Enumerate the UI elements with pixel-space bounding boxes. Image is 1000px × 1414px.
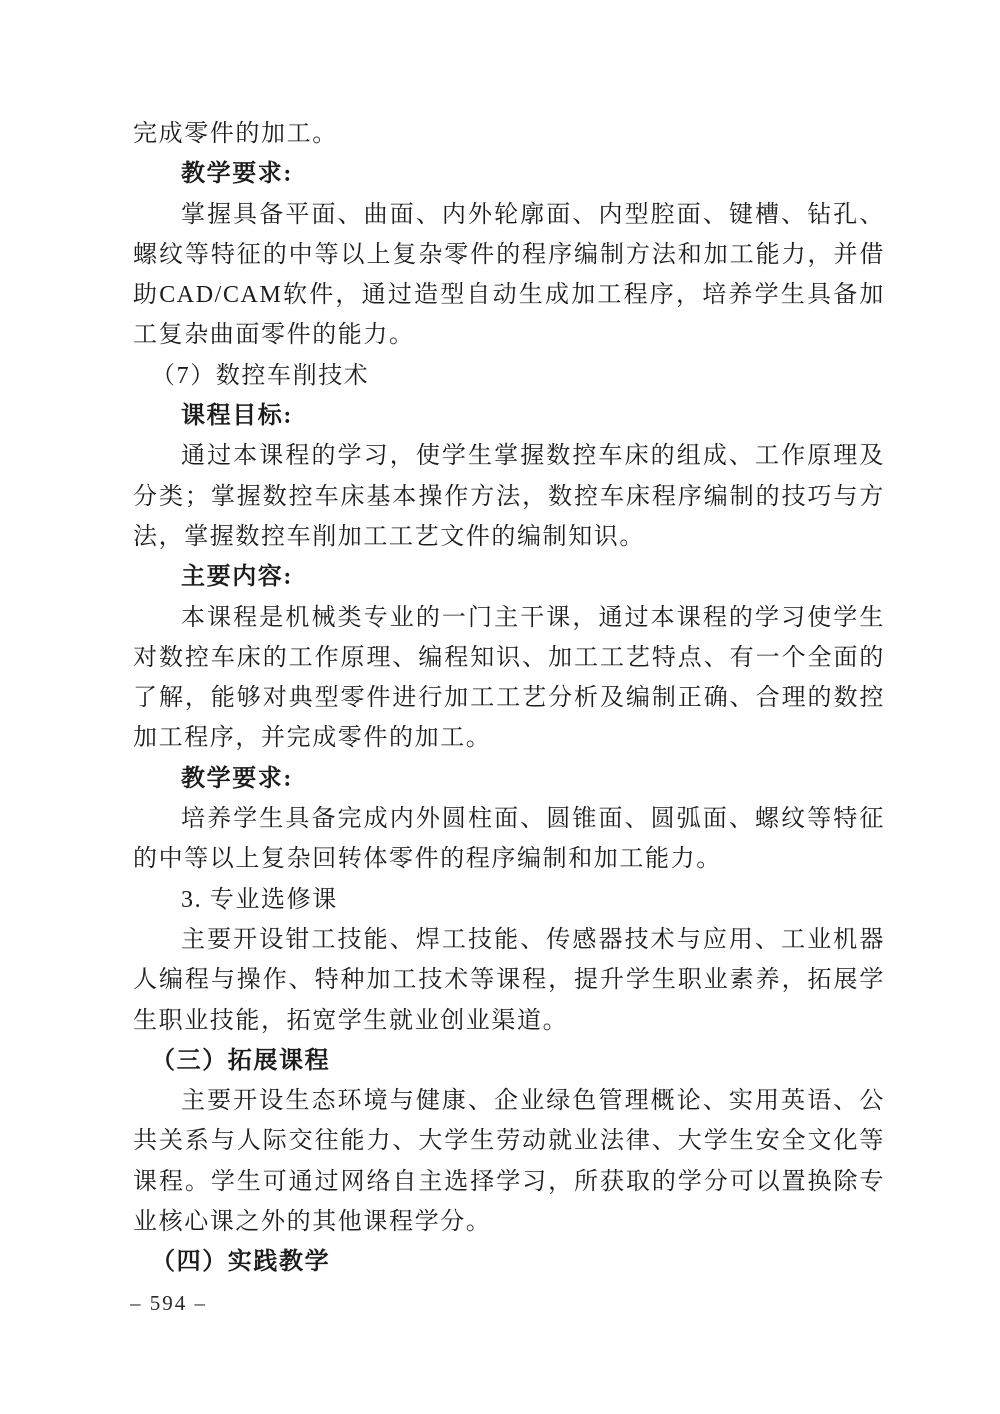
section-heading-teaching-requirements-2: 教学要求:: [181, 765, 293, 792]
paragraph-main-content: 本课程是机械类专业的一门主干课，通过本课程的学习使学生对数控车床的工作原理、编程知识、加工工艺特点、有一个全面的了解，能够对典型零件进行加工工艺分析及编制正确、合理的数控加工程序，并完成零件的加工。: [133, 604, 885, 752]
paragraph-turning-requirements: 培养学生具备完成内外圆柱面、圆锥面、圆弧面、螺纹等特征的中等以上复杂回转体零件的程序编制和加工能力。: [133, 806, 885, 873]
paragraph-course-objectives: 通过本课程的学习，使学生掌握数控车床的组成、工作原理及分类；掌握数控车床基本操作方法，数控车床程序编制的技巧与方法，掌握数控车削加工工艺文件的编制知识。: [133, 443, 885, 550]
list-item-course-7: （7）数控车削技术: [151, 362, 370, 389]
section-heading-practical-teaching: （四）实践教学: [151, 1249, 331, 1276]
page-number: – 594 –: [130, 1291, 207, 1315]
section-heading-teaching-requirements-1: 教学要求:: [181, 161, 293, 188]
paragraph-continued: 完成零件的加工。: [133, 121, 338, 147]
document-body: [133, 114, 885, 1283]
paragraph-elective-courses: 主要开设钳工技能、焊工技能、传感器技术与应用、工业机器人编程与操作、特种加工技术等课程，提升学生职业素养，拓展学生职业技能，拓宽学生就业创业渠道。: [133, 926, 885, 1034]
paragraph-expansion-courses: 主要开设生态环境与健康、企业绿色管理概论、实用英语、公共关系与人际交往能力、大学生劳动就业法律、大学生安全文化等课程。学生可通过网络自主选择学习，所获取的学分可以置换除专业核心课之外的其他课程学分。: [133, 1088, 885, 1236]
page-footer: [130, 1291, 207, 1316]
list-item-elective-courses: 3. 专业选修课: [181, 886, 338, 913]
paragraph-milling-requirements: 掌握具备平面、曲面、内外轮廓面、内型腔面、键槽、钻孔、螺纹等特征的中等以上复杂零件的程序编制方法和加工能力，并借助CAD/CAM软件，通过造型自动生成加工程序，培养学生具备加工复杂曲面零件的能力。: [133, 201, 885, 349]
section-heading-expansion-courses: （三）拓展课程: [151, 1047, 331, 1074]
section-heading-course-objectives: 课程目标:: [181, 403, 293, 430]
section-heading-main-content: 主要内容:: [181, 564, 293, 591]
